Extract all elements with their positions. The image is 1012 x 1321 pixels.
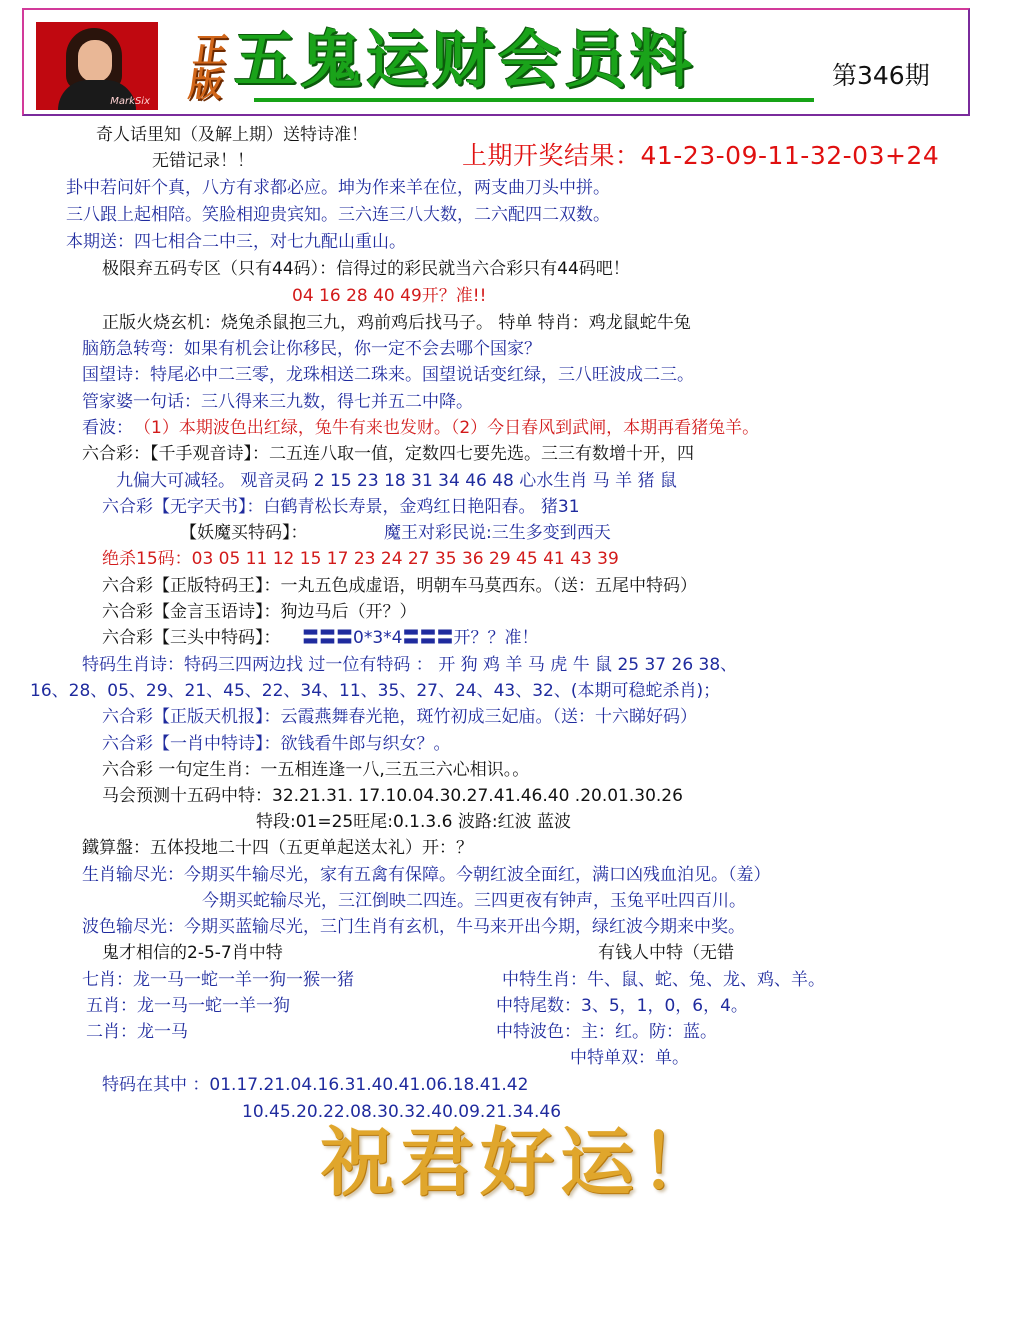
text-line: 三八跟上起相陪。笑脸相迎贵宾知。三六连三八大数，二六配四二双数。 bbox=[66, 205, 610, 225]
text-line: 今期买蛇输尽光，三江倒映二四连。三四更夜有钟声，玉兔平吐四百川。 bbox=[202, 891, 746, 911]
text-line: 马会预测十五码中特：32.21.31. 17.10.04.30.27.41.46.40 .20.01.30.26 bbox=[102, 786, 683, 806]
text-line: 七肖：龙一马一蛇一羊一狗一猴一猪 bbox=[82, 970, 354, 990]
text-line: 特码生肖诗：特码三四两边找 过一位有特码 ： 开 狗 鸡 羊 马 虎 牛 鼠 25 37 26 38、 bbox=[82, 655, 738, 675]
text-line: 鬼才相信的2-5-7肖中特 bbox=[102, 943, 283, 963]
text-line: 六合彩 一句定生肖：一五相连逢一八,三五三六心相识。。 bbox=[102, 760, 530, 780]
text-line: 【妖魔买特码】： bbox=[180, 523, 308, 543]
blessing-text: 祝君好运！ bbox=[320, 1120, 720, 1206]
text-line: 六合彩【正版特码王】：一丸五色成虚语，明朝车马莫西东。（送：五尾中特码） bbox=[102, 576, 697, 596]
text-line: 看波： bbox=[82, 418, 133, 438]
portrait-photo bbox=[36, 22, 158, 110]
text-line: 六合彩【一肖中特诗】：欲钱看牛郎与织女？。 bbox=[102, 734, 451, 754]
header-banner bbox=[22, 8, 970, 116]
text-line: 04 16 28 40 49开？准!! bbox=[292, 286, 487, 306]
text-line: 中特尾数：3、5，1，0，6，4。 bbox=[496, 996, 748, 1016]
text-line: 鐵算盤：五体投地二十四（五更单起送太礼）开：？ bbox=[82, 838, 473, 858]
text-line: 中特波色：主：红。防：蓝。 bbox=[496, 1022, 717, 1042]
text-line: 生肖输尽光：今期买牛输尽光，家有五禽有保障。今朝红波全面红，满口凶残血泊见。（羞） bbox=[82, 865, 771, 885]
text-line: 五肖：龙一马一蛇一羊一狗 bbox=[86, 996, 290, 1016]
text-line: 特码在其中 ：01.17.21.04.16.31.40.41.06.18.41.42 bbox=[102, 1075, 529, 1095]
text-line: 10.45.20.22.08.30.32.40.09.21.34.46 bbox=[242, 1102, 562, 1122]
text-line: 脑筋急转弯：如果有机会让你移民，你一定不会去哪个国家？ bbox=[82, 339, 541, 359]
text-line: 本期送：四七相合二中三，对七九配山重山。 bbox=[66, 232, 406, 252]
text-line: 无错记录！！ bbox=[152, 151, 254, 171]
text-line: （1）本期波色出红绿，兔牛有来也发财。（2）今日春风到武闸，本期再看猪兔羊。 bbox=[134, 418, 760, 438]
text-line: 二肖：龙一马 bbox=[86, 1022, 188, 1042]
photo-watermark: MarkSix bbox=[110, 96, 150, 107]
text-line: 波色输尽光：今期买蓝输尽光，三门生肖有玄机，牛马来开出今期，绿红波今期来中奖。 bbox=[82, 917, 745, 937]
issue-number: 第346期 bbox=[832, 61, 930, 90]
text-line: 特段:01=25旺尾:0.1.3.6 波路:红波 蓝波 bbox=[256, 812, 571, 832]
text-line: 六合彩【金言玉语诗】：狗边马后（开？） bbox=[102, 602, 417, 622]
text-line: 六合彩：【千手观音诗】：二五连八取一值，定数四七要先选。三三有数增十开，四 bbox=[82, 444, 694, 464]
last-result: 上期开奖结果：41-23-09-11-32-03+24 bbox=[462, 141, 940, 170]
text-line: 16、28、05、29、21、45、22、34、11、35、27、24、43、32、(本期可稳蛇杀肖)； bbox=[30, 681, 721, 701]
zhengban-logo: 正版 bbox=[180, 32, 230, 100]
text-line: 国望诗：特尾必中二三零，龙珠相送二珠来。国望说话变红绿，三八旺波成二三。 bbox=[82, 365, 694, 385]
text-line: 奇人话里知（及解上期）送特诗准！ bbox=[96, 125, 368, 145]
text-line: 中特生肖：牛、鼠、蛇、兔、龙、鸡、羊。 bbox=[502, 970, 825, 990]
title-underline bbox=[254, 98, 814, 102]
text-line: 九偏大可减轻。 观音灵码 2 15 23 18 31 34 46 48 心水生肖 马 羊 猪 鼠 bbox=[116, 471, 677, 491]
page-title: 五鬼运财会员料 bbox=[234, 23, 697, 96]
text-line: 极限弃五码专区（只有44码）：信得过的彩民就当六合彩只有44码吧！ bbox=[102, 259, 630, 279]
text-line: 卦中若问奸个真，八方有求都必应。坤为作来羊在位，两支曲刀头中拼。 bbox=[66, 178, 610, 198]
text-line: 六合彩【无字天书】：白鹤青松长寿景，金鸡红日艳阳春。 猪31 bbox=[102, 497, 580, 517]
text-line: 六合彩【正版天机报】：云霞燕舞春光艳，斑竹初成三妃庙。（送：十六睇好码） bbox=[102, 707, 697, 727]
text-line: 中特单双：单。 bbox=[570, 1048, 689, 1068]
text-line: 绝杀15码：03 05 11 12 15 17 23 24 27 35 36 29 45 41 43 39 bbox=[102, 549, 619, 569]
text-line: 管家婆一句话：三八得来三九数，得七并五二中降。 bbox=[82, 392, 473, 412]
text-line: 魔王对彩民说:三生多变到西天 bbox=[384, 523, 611, 543]
text-line: 有钱人中特（无错 bbox=[598, 943, 734, 963]
text-line: 六合彩【三头中特码】： bbox=[102, 628, 281, 648]
text-line: 正版火烧玄机：烧兔杀鼠抱三九，鸡前鸡后找马子。 特单 特肖：鸡龙鼠蛇牛兔 bbox=[102, 313, 691, 333]
text-line: 〓〓〓0*3*4〓〓〓开？？准！ bbox=[302, 628, 539, 648]
